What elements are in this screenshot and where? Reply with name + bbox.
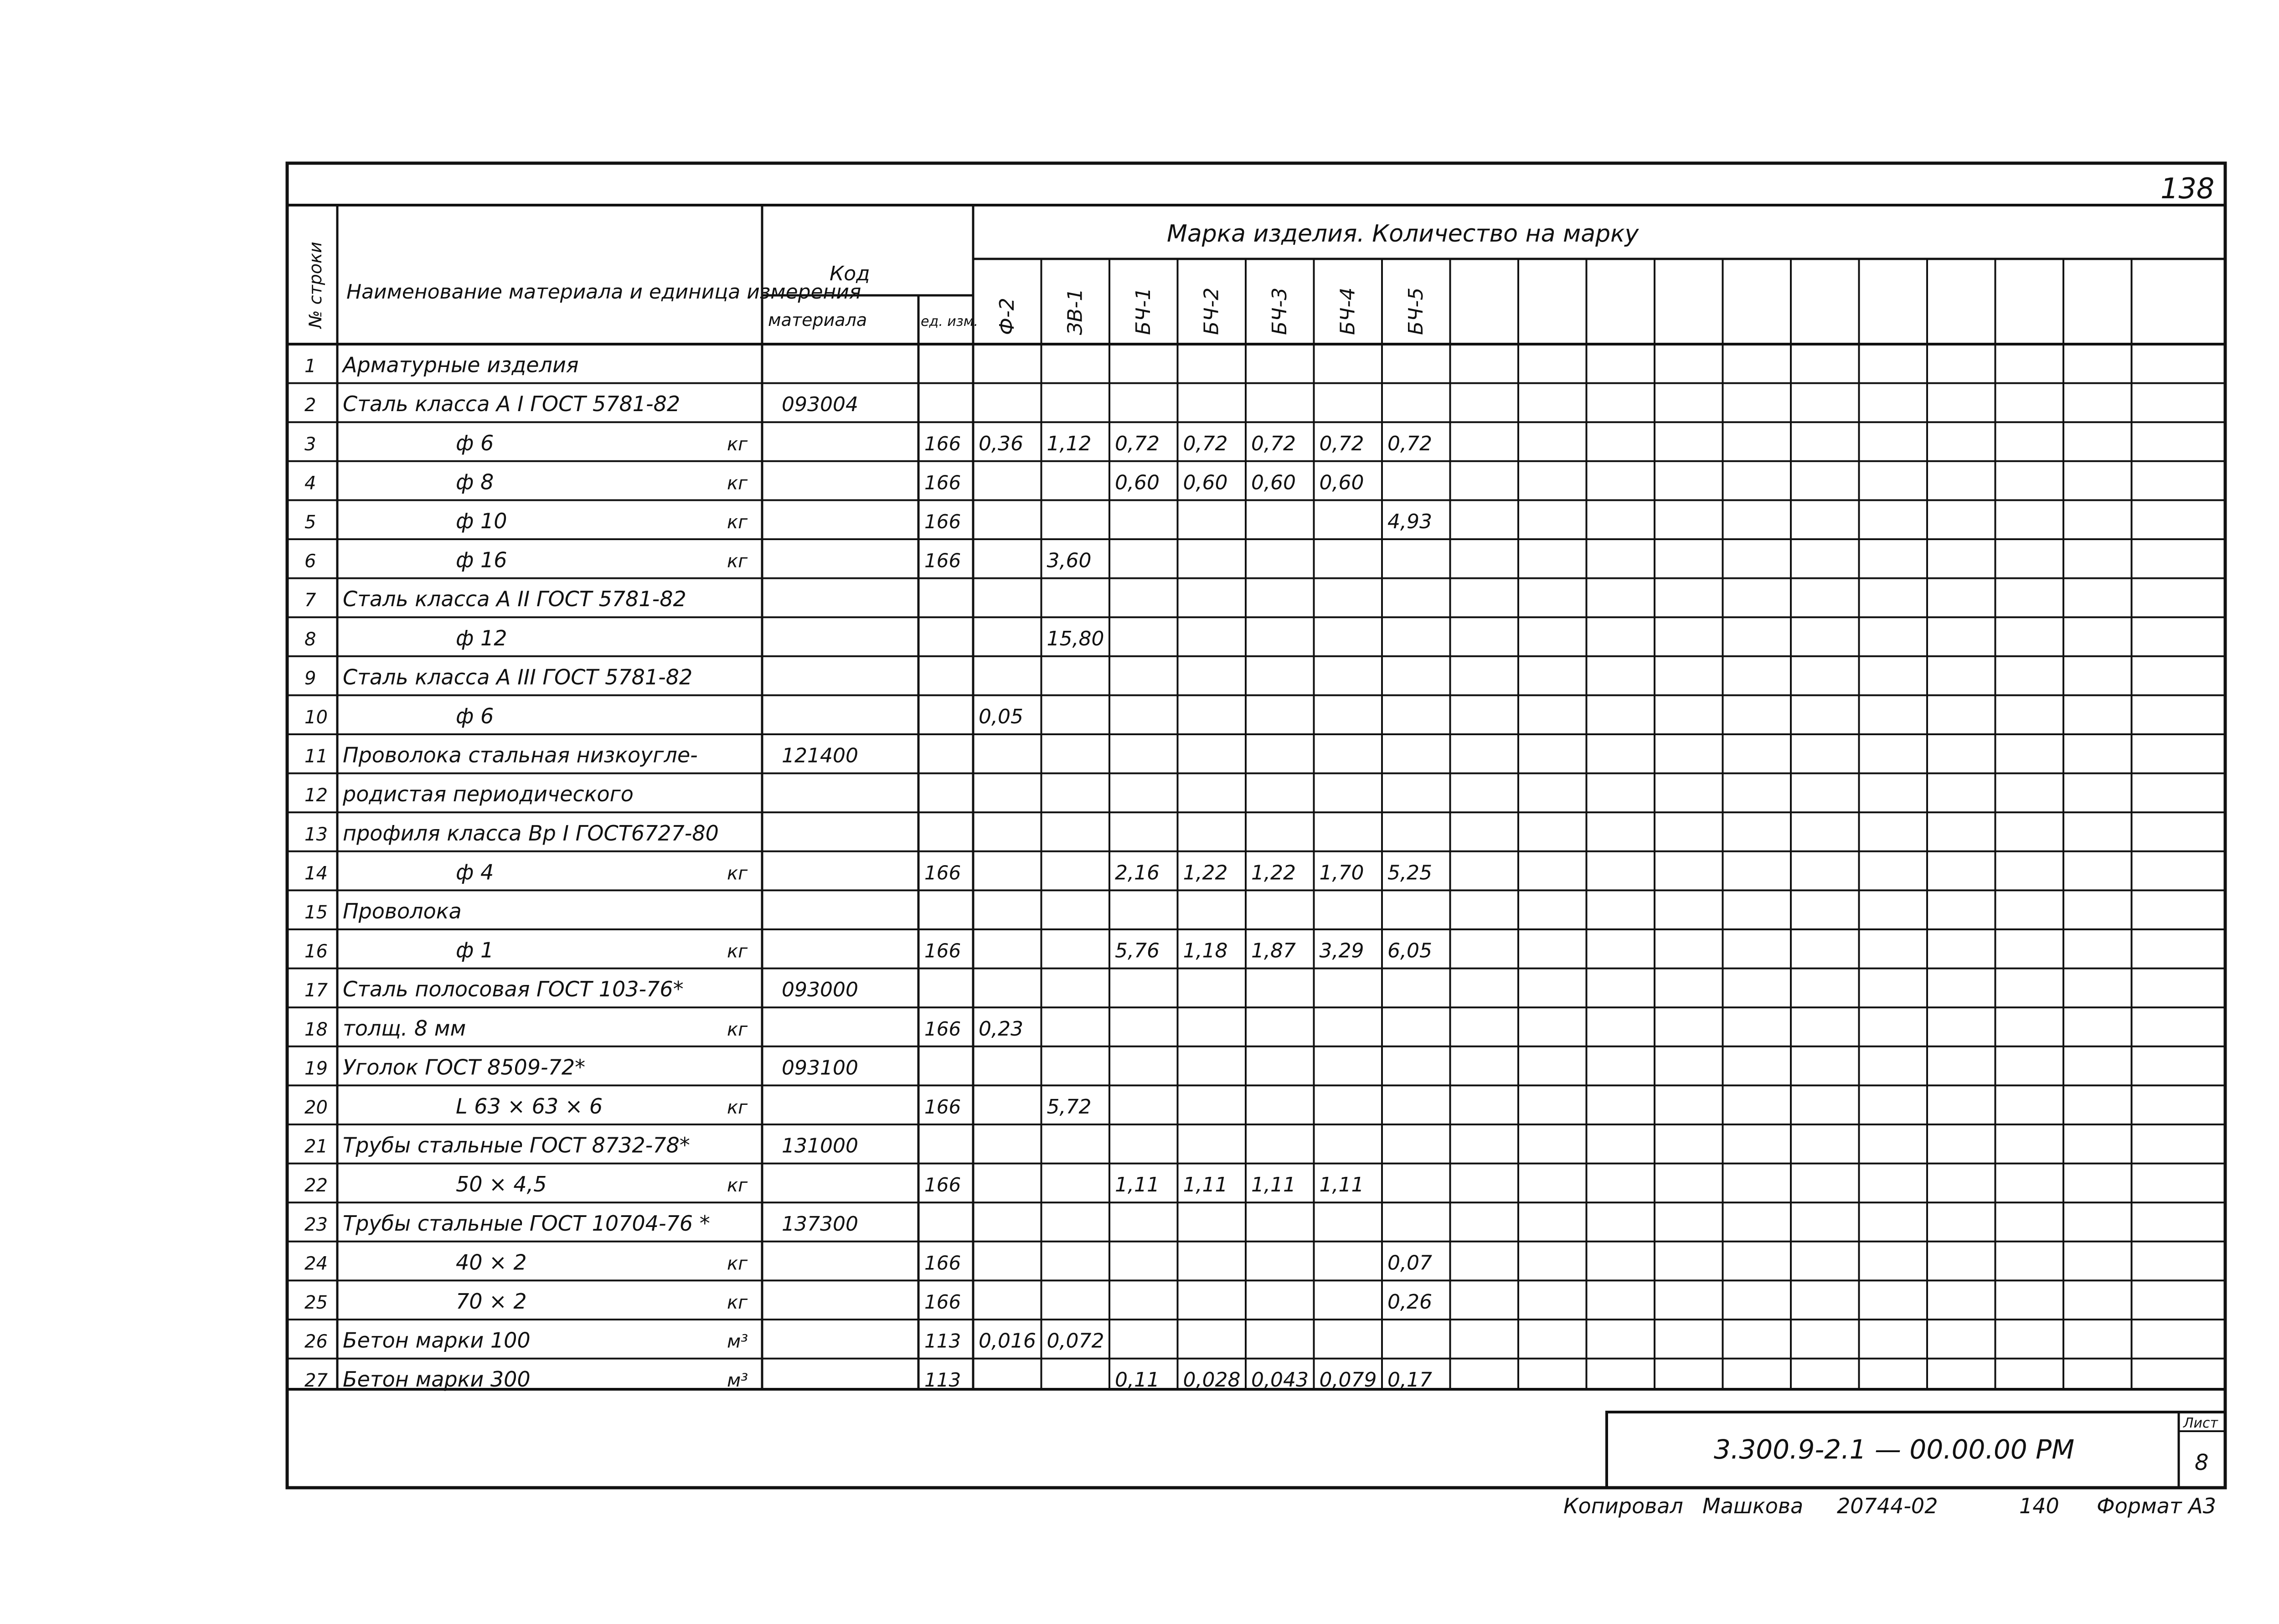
row-number: 16 <box>304 941 328 962</box>
row-value: 2,16 <box>1115 861 1160 885</box>
row-code: 093100 <box>782 1056 858 1080</box>
header-marks-title: Марка изделия. Количество на марку <box>1167 220 1639 247</box>
row-value: 15,80 <box>1047 627 1104 650</box>
row-value: 0,26 <box>1387 1290 1432 1314</box>
row-measure-unit: кг <box>727 863 748 884</box>
row-name: 70 × 2 <box>456 1289 527 1314</box>
row-measure-unit: кг <box>727 512 748 533</box>
row-value: 0,72 <box>1319 432 1364 455</box>
row-value: 3,60 <box>1047 549 1092 572</box>
row-number: 12 <box>304 785 328 806</box>
row-number: 8 <box>304 629 316 650</box>
header-code: Код <box>830 262 870 285</box>
row-measure-unit: кг <box>727 473 748 494</box>
row-value: 1,70 <box>1319 861 1364 885</box>
row-value: 0,05 <box>979 705 1023 729</box>
row-name: Проволока стальная низкоугле- <box>343 742 698 768</box>
row-number: 6 <box>304 551 316 572</box>
row-name: Сталь полосовая ГОСТ 103-76* <box>343 977 684 1002</box>
row-unit-code: 166 <box>924 861 961 884</box>
row-value: 0,36 <box>979 432 1023 455</box>
row-number: 22 <box>304 1175 328 1196</box>
table-row <box>304 938 1432 963</box>
row-unit-code: 166 <box>924 1291 961 1314</box>
header-unit: ед. изм. <box>921 314 978 330</box>
row-unit-code: 113 <box>924 1369 961 1392</box>
row-name: Сталь класса А I ГОСТ 5781-82 <box>343 392 681 417</box>
mark-header: ЗВ-1 <box>1063 288 1087 335</box>
row-value: 1,11 <box>1319 1173 1364 1197</box>
row-name: профиля класса Вр I ГОСТ6727-80 <box>343 820 719 846</box>
row-value: 0,60 <box>1115 471 1160 495</box>
footer-num: 140 <box>2019 1494 2059 1518</box>
row-unit-code: 166 <box>924 510 961 533</box>
row-value: 3,29 <box>1319 939 1364 963</box>
row-value: 0,17 <box>1387 1368 1432 1392</box>
stamp-sheet-label: Лист <box>2183 1415 2218 1431</box>
row-name: Бетон марки 300 <box>343 1367 531 1392</box>
row-number: 23 <box>304 1214 328 1235</box>
table-row <box>304 1172 1364 1196</box>
row-value: 0,60 <box>1319 471 1364 495</box>
footer-format: Формат А3 <box>2097 1494 2216 1518</box>
row-name: Уголок ГОСТ 8509-72* <box>343 1055 586 1080</box>
row-measure-unit: кг <box>727 1175 748 1196</box>
table-row <box>304 509 1432 533</box>
footer-name: Машкова <box>1702 1494 1804 1518</box>
table-row <box>304 860 1432 884</box>
footer-copied: Копировал <box>1563 1494 1683 1518</box>
row-value: 0,72 <box>1183 432 1228 455</box>
table-row <box>304 626 1104 650</box>
table-row <box>304 469 1364 494</box>
row-name: Проволока <box>343 899 462 924</box>
row-number: 2 <box>304 395 316 416</box>
row-name: Сталь класса А II ГОСТ 5781-82 <box>343 587 686 612</box>
row-value: 0,11 <box>1115 1368 1160 1392</box>
row-value: 1,87 <box>1251 939 1296 963</box>
row-code: 131000 <box>782 1134 858 1158</box>
mark-header: БЧ-1 <box>1131 287 1155 335</box>
table-row <box>304 1289 1432 1314</box>
row-value: 1,11 <box>1183 1173 1228 1197</box>
mark-header: БЧ-5 <box>1404 287 1428 335</box>
row-number: 4 <box>304 473 316 494</box>
mark-column-grid <box>1042 259 2132 1389</box>
row-measure-unit: кг <box>727 941 748 962</box>
table-row <box>304 899 462 923</box>
row-unit-code: 113 <box>924 1330 961 1352</box>
mark-header: БЧ-2 <box>1200 287 1223 335</box>
row-value: 0,60 <box>1183 471 1228 495</box>
row-measure-unit: м³ <box>727 1370 748 1392</box>
table-row <box>304 704 1023 728</box>
row-name: толщ. 8 мм <box>343 1016 466 1041</box>
row-number: 15 <box>304 902 328 923</box>
row-value: 1,11 <box>1251 1173 1296 1197</box>
row-value: 0,23 <box>979 1017 1023 1041</box>
row-name: Сталь класса А III ГОСТ 5781-82 <box>343 665 693 690</box>
footer-order: 20744-02 <box>1837 1494 1938 1518</box>
table-row <box>304 1328 1104 1353</box>
table-row <box>304 782 634 806</box>
row-number: 27 <box>304 1370 328 1392</box>
row-code: 121400 <box>782 744 858 768</box>
row-measure-unit: м³ <box>727 1331 748 1352</box>
row-measure-unit: кг <box>727 433 748 455</box>
row-name: ф 6 <box>456 430 494 455</box>
table-row <box>304 821 719 846</box>
table-row <box>304 743 858 768</box>
row-value: 1,22 <box>1183 861 1228 885</box>
table-row <box>304 1250 1432 1274</box>
table-row <box>304 1055 858 1079</box>
row-number: 26 <box>304 1331 328 1352</box>
row-unit-code: 166 <box>924 549 961 572</box>
mark-header: Ф-2 <box>995 298 1019 335</box>
row-value: 1,12 <box>1047 432 1092 455</box>
row-number: 19 <box>304 1058 328 1079</box>
table-row <box>304 353 579 377</box>
row-value: 0,016 <box>979 1329 1036 1353</box>
row-number: 24 <box>304 1253 328 1274</box>
table-row <box>304 392 858 416</box>
row-measure-unit: кг <box>727 1019 748 1040</box>
row-name: родистая периодического <box>343 782 634 807</box>
row-value: 1,22 <box>1251 861 1296 885</box>
row-value: 6,05 <box>1387 939 1432 963</box>
stamp-designation: 3.300.9-2.1 — 00.00.00 PM <box>1714 1434 2075 1465</box>
row-unit-code: 166 <box>924 1017 961 1040</box>
row-name: Трубы стальные ГОСТ 10704-76 * <box>343 1211 710 1236</box>
row-unit-code: 166 <box>924 471 961 494</box>
row-number: 18 <box>304 1019 328 1040</box>
row-value: 1,11 <box>1115 1173 1160 1197</box>
row-unit-code: 166 <box>924 1096 961 1119</box>
mark-header: БЧ-3 <box>1268 287 1291 335</box>
row-unit-code: 166 <box>924 1174 961 1196</box>
row-name: L 63 × 63 × 6 <box>456 1094 603 1119</box>
row-value: 0,07 <box>1387 1251 1432 1275</box>
table-body <box>304 353 1432 1392</box>
header-material: материала <box>768 310 867 330</box>
row-unit-code: 166 <box>924 1252 961 1274</box>
row-number: 3 <box>304 433 316 455</box>
row-number: 14 <box>304 863 328 884</box>
row-measure-unit: кг <box>727 1292 748 1314</box>
table-row <box>304 587 686 611</box>
row-number: 17 <box>304 980 328 1001</box>
row-value: 1,18 <box>1183 939 1228 963</box>
row-value: 0,72 <box>1387 432 1432 455</box>
row-name: ф 16 <box>456 547 507 572</box>
row-number: 7 <box>304 590 316 611</box>
table-row <box>304 665 692 689</box>
header-row-no: № строки <box>305 242 325 328</box>
table-row <box>304 977 858 1001</box>
row-name: ф 12 <box>456 625 507 650</box>
row-value: 0,72 <box>1251 432 1296 455</box>
row-measure-unit: кг <box>727 551 748 572</box>
row-value: 5,25 <box>1387 861 1432 885</box>
row-value: 0,079 <box>1319 1368 1377 1392</box>
stamp-sheet-number: 8 <box>2195 1450 2209 1475</box>
header-name: Наименование материала и единица измерения <box>346 280 861 304</box>
row-number: 11 <box>304 746 328 767</box>
row-value: 5,76 <box>1115 939 1160 963</box>
row-number: 21 <box>304 1136 328 1157</box>
row-name: ф 10 <box>456 509 507 534</box>
row-value: 0,043 <box>1251 1368 1309 1392</box>
row-measure-unit: кг <box>727 1253 748 1274</box>
row-number: 9 <box>304 668 316 689</box>
row-name: Трубы стальные ГОСТ 8732-78* <box>343 1133 690 1158</box>
table-row <box>304 431 1432 455</box>
row-name: ф 1 <box>456 938 494 963</box>
row-name: ф 8 <box>456 469 494 495</box>
row-name: Бетон марки 100 <box>343 1328 531 1353</box>
row-value: 5,72 <box>1047 1095 1092 1119</box>
table-row <box>304 1133 858 1158</box>
table-row <box>304 1211 858 1236</box>
row-value: 0,60 <box>1251 471 1296 495</box>
row-measure-unit: кг <box>727 1097 748 1119</box>
row-code: 137300 <box>782 1212 858 1236</box>
row-value: 0,72 <box>1115 432 1160 455</box>
row-code: 093000 <box>782 978 858 1002</box>
row-name: Арматурные изделия <box>343 352 579 377</box>
row-unit-code: 166 <box>924 939 961 962</box>
row-number: 1 <box>304 356 316 377</box>
row-name: ф 6 <box>456 704 494 729</box>
page-number: 138 <box>2160 172 2215 205</box>
row-name: 40 × 2 <box>456 1250 527 1275</box>
row-unit-code: 166 <box>924 432 961 455</box>
row-number: 20 <box>304 1097 328 1119</box>
row-number: 10 <box>304 707 328 728</box>
row-number: 13 <box>304 824 328 845</box>
row-code: 093004 <box>782 393 858 417</box>
row-name: 50 × 4,5 <box>456 1172 547 1197</box>
row-name: ф 4 <box>456 860 494 885</box>
mark-headers <box>995 288 1428 335</box>
row-value: 0,072 <box>1047 1329 1104 1353</box>
table-row <box>304 1016 1023 1041</box>
row-value: 0,028 <box>1183 1368 1241 1392</box>
row-value: 4,93 <box>1387 510 1432 534</box>
row-number: 25 <box>304 1292 328 1314</box>
mark-header: БЧ-4 <box>1336 287 1360 335</box>
row-number: 5 <box>304 512 316 533</box>
